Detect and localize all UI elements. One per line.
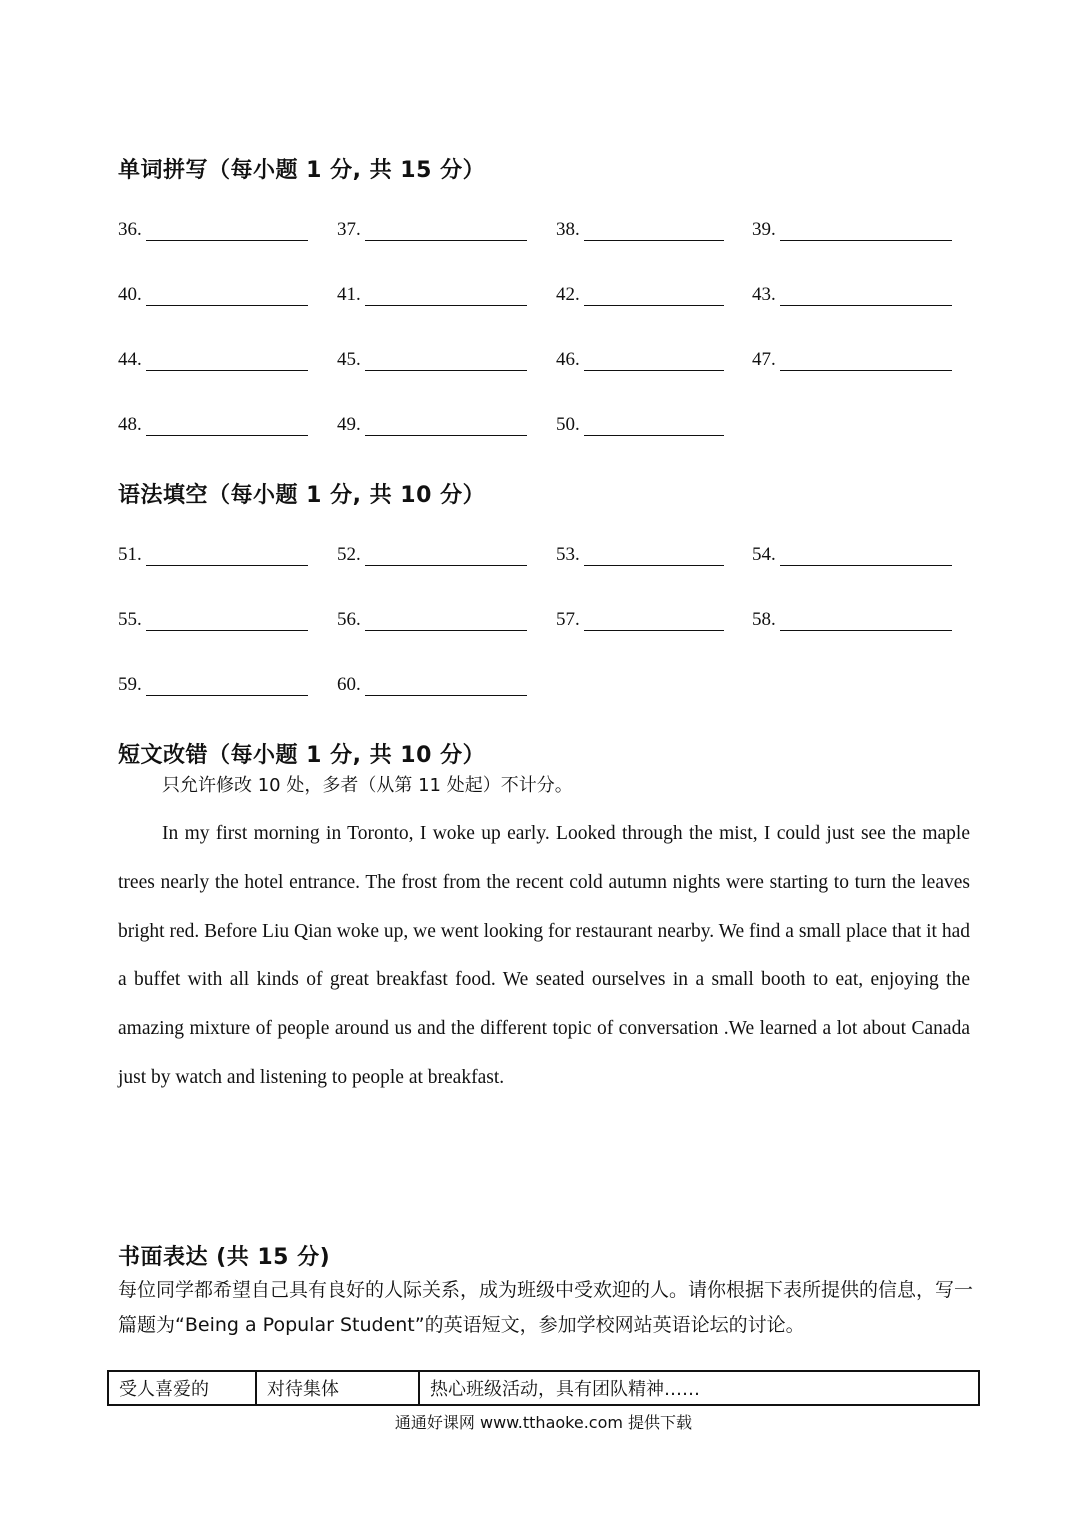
- answer-blank[interactable]: 50.: [556, 413, 724, 436]
- answer-blank[interactable]: 38.: [556, 218, 724, 241]
- footer-credit: 通通好课网 www.tthaoke.com 提供下载: [394, 1413, 693, 1432]
- answer-blank[interactable]: 45.: [337, 348, 527, 371]
- answer-blank[interactable]: 60.: [337, 673, 527, 696]
- answer-blank[interactable]: 58.: [752, 608, 952, 631]
- answer-row: [118, 543, 978, 573]
- section-title-correction: 短文改错（每小题 1 分, 共 10 分）: [118, 743, 486, 768]
- answer-blank[interactable]: 39.: [752, 218, 952, 241]
- answer-row: [118, 283, 978, 313]
- answer-blank[interactable]: 52.: [337, 543, 527, 566]
- answer-blank[interactable]: 57.: [556, 608, 724, 631]
- answer-blank[interactable]: 55.: [118, 608, 308, 631]
- writing-task: 每位同学都希望自己具有良好的人际关系，成为班级中受欢迎的人。请你根据下表所提供的信息，写一篇题为“Being a Popular Student”的英语短文，参加学校网站英语论坛的讨论。: [118, 1279, 974, 1336]
- answer-blank[interactable]: 51.: [118, 543, 308, 566]
- answer-row: [118, 673, 978, 703]
- table-cell: 热心班级活动，具有团队精神……: [419, 1371, 979, 1405]
- section-title-grammar: 语法填空（每小题 1 分, 共 10 分）: [118, 483, 486, 508]
- answer-blank[interactable]: 49.: [337, 413, 527, 436]
- answer-blank[interactable]: 44.: [118, 348, 308, 371]
- answer-blank[interactable]: 37.: [337, 218, 527, 241]
- table-cell: 受人喜爱的: [108, 1371, 256, 1405]
- answer-blank[interactable]: 41.: [337, 283, 527, 306]
- section-title-spelling: 单词拼写（每小题 1 分, 共 15 分）: [118, 158, 486, 183]
- table-cell: 对待集体: [256, 1371, 419, 1405]
- answer-blank[interactable]: 36.: [118, 218, 308, 241]
- section-title-writing: 书面表达 (共 15 分): [118, 1245, 331, 1270]
- answer-row: [118, 218, 978, 248]
- answer-row: [118, 348, 978, 378]
- correction-passage: [118, 810, 970, 1103]
- answer-blank[interactable]: 42.: [556, 283, 724, 306]
- answer-blank[interactable]: 46.: [556, 348, 724, 371]
- answer-blank[interactable]: 54.: [752, 543, 952, 566]
- answer-blank[interactable]: 59.: [118, 673, 308, 696]
- answer-blank[interactable]: 43.: [752, 283, 952, 306]
- answer-blank[interactable]: 53.: [556, 543, 724, 566]
- answer-row: [118, 608, 978, 638]
- correction-note: 只允许修改 10 处，多者（从第 11 处起）不计分。: [162, 775, 573, 796]
- table-row: [108, 1371, 979, 1405]
- answer-blank[interactable]: 40.: [118, 283, 308, 306]
- answer-blank[interactable]: 56.: [337, 608, 527, 631]
- info-table: [107, 1370, 980, 1406]
- answer-row: [118, 413, 978, 443]
- answer-blank[interactable]: 47.: [752, 348, 952, 371]
- passage-text: In my first morning in Toronto, I woke up early. Looked through the mist, I could just see the maple trees nearly the hotel entrance. The frost from the recent cold autumn nights were starting to turn the leaves bright red. Before Liu Qian woke up, we went looking for restaurant nearby. We find a small place that it had a buffet with all kinds of great breakfast food. We seated ourselves in a small booth to eat, enjoying the amazing mixture of people around us and the different topic of conversation .We learned a lot about Canada just by watch and listening to people at breakfast.: [118, 823, 970, 1088]
- answer-blank[interactable]: 48.: [118, 413, 308, 436]
